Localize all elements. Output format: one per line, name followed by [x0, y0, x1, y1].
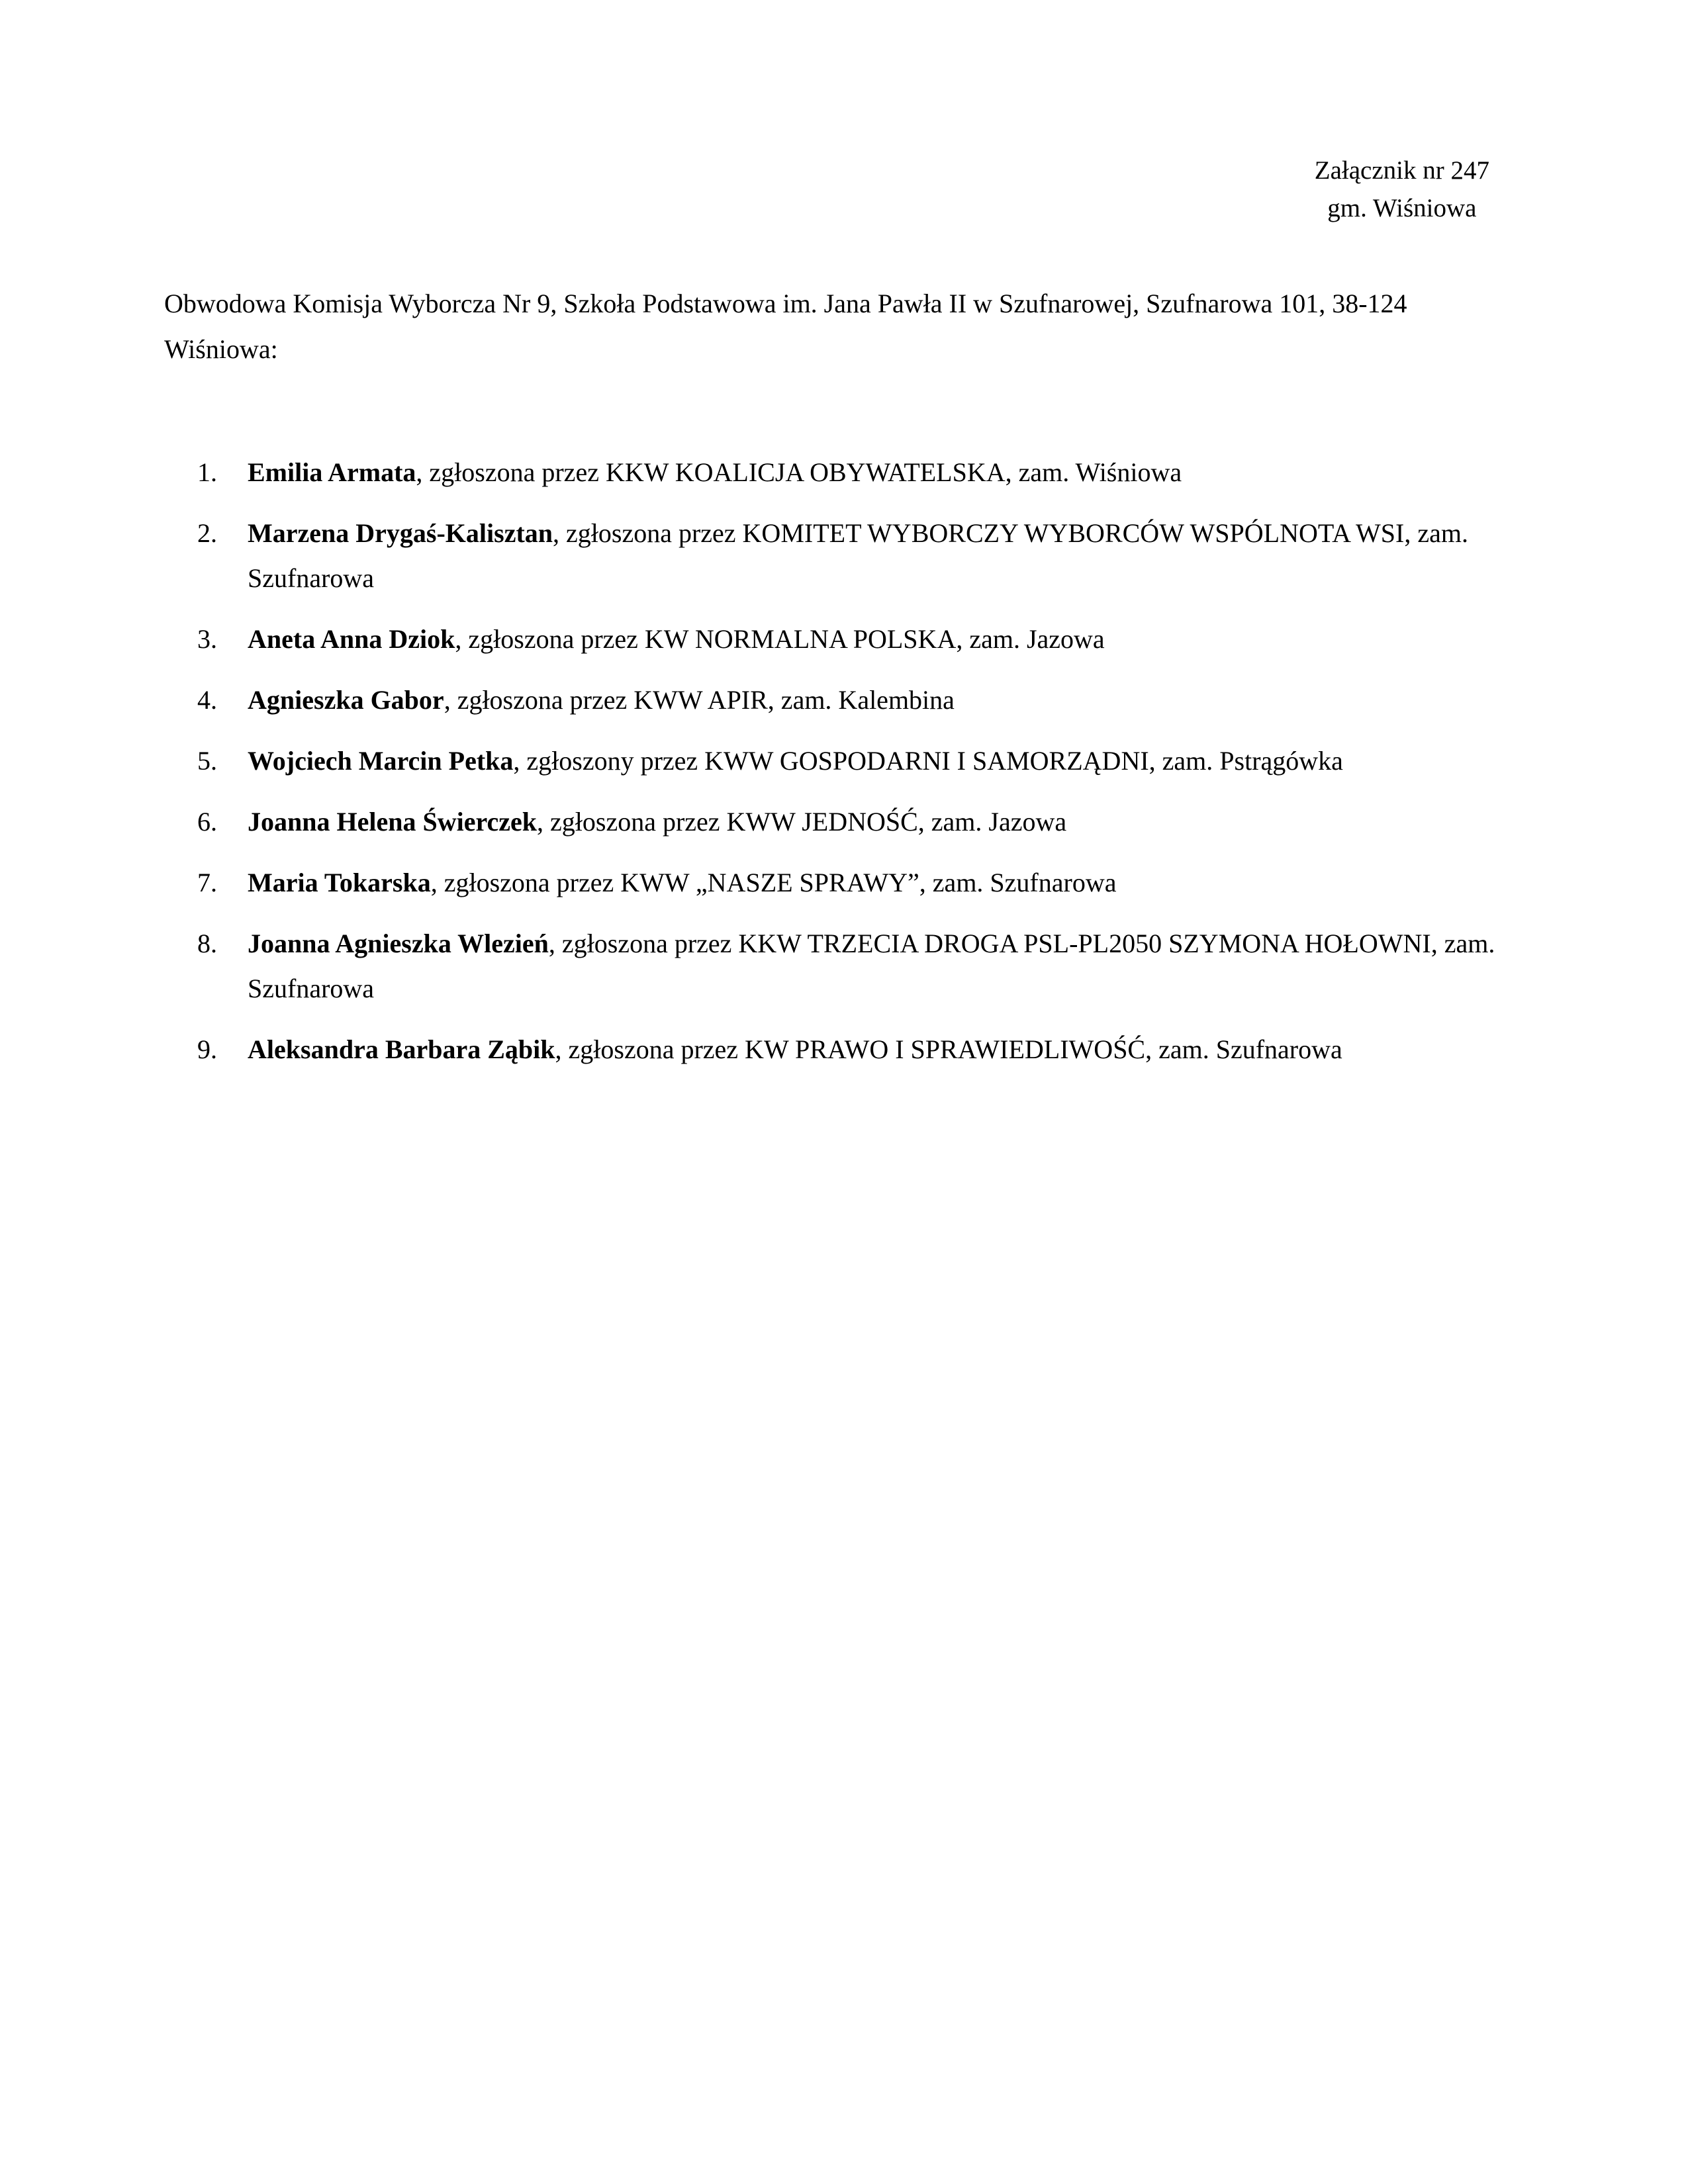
candidate-details: , zgłoszona przez KWW APIR, zam. Kalembina — [444, 685, 955, 715]
list-item — [224, 1027, 1528, 1072]
list-item — [224, 921, 1528, 1011]
document-header — [1315, 152, 1489, 227]
commission-intro-paragraph: Obwodowa Komisja Wyborcza Nr 9, Szkoła Podstawowa im. Jana Pawła II w Szufnarowej, Szufnarowa 101, 38-124 Wiśniowa: — [164, 289, 1407, 364]
list-item — [224, 450, 1528, 495]
candidates-list — [164, 450, 1528, 1072]
candidate-name: Maria Tokarska — [248, 868, 431, 897]
candidate-name: Emilia Armata — [248, 457, 416, 487]
candidates-list-container — [164, 450, 1528, 1088]
candidate-name: Joanna Agnieszka Wlezień — [248, 929, 549, 958]
candidate-details: , zgłoszona przez KWW „NASZE SPRAWY”, zam. Szufnarowa — [430, 868, 1117, 897]
list-item — [224, 511, 1528, 601]
candidate-name: Aleksandra Barbara Ząbik — [248, 1034, 555, 1064]
list-item — [224, 799, 1528, 844]
attachment-number: Załącznik nr 247 — [1314, 156, 1489, 185]
candidate-details: , zgłoszona przez KW PRAWO I SPRAWIEDLIWOŚĆ, zam. Szufnarowa — [555, 1034, 1342, 1064]
municipality-name: gm. Wiśniowa — [1327, 193, 1477, 222]
candidate-details: , zgłoszona przez KW NORMALNA POLSKA, zam. Jazowa — [455, 624, 1105, 654]
candidate-details: , zgłoszona przez KWW JEDNOŚĆ, zam. Jazowa — [537, 807, 1067, 837]
list-item — [224, 860, 1528, 905]
candidate-name: Agnieszka Gabor — [248, 685, 444, 715]
list-item — [224, 617, 1528, 662]
candidate-name: Marzena Drygaś-Kalisztan — [248, 518, 553, 548]
candidate-details: , zgłoszona przez KOMITET WYBORCZY WYBORCÓW WSPÓLNOTA WSI, zam. Szufnarowa — [248, 518, 1468, 593]
candidate-name: Aneta Anna Dziok — [248, 624, 455, 654]
list-item — [224, 739, 1528, 784]
candidate-name: Wojciech Marcin Petka — [248, 746, 514, 776]
candidate-details: , zgłoszona przez KKW TRZECIA DROGA PSL-PL2050 SZYMONA HOŁOWNI, zam. Szufnarowa — [248, 929, 1495, 1003]
candidate-details: , zgłoszony przez KWW GOSPODARNI I SAMORZĄDNI, zam. Pstrągówka — [513, 746, 1343, 776]
candidate-name: Joanna Helena Świerczek — [248, 807, 538, 837]
candidate-details: , zgłoszona przez KKW KOALICJA OBYWATELSKA, zam. Wiśniowa — [416, 457, 1182, 487]
list-item — [224, 678, 1528, 723]
